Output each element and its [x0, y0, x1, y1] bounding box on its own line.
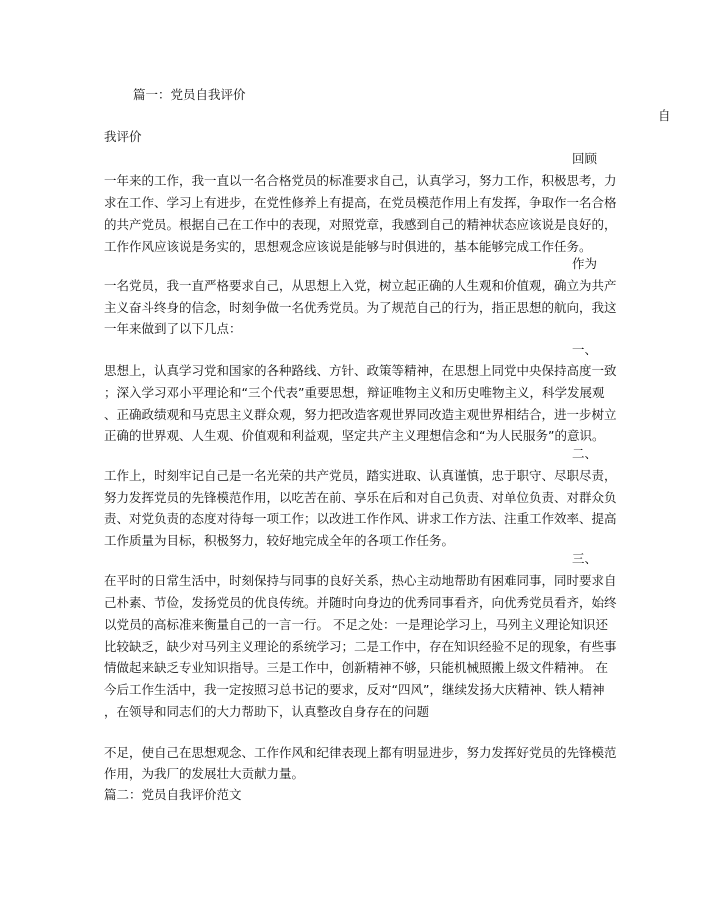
paragraph-line: 不足，使自己在思想观念、工作作风和纪律表现上都有明显进步，努力发挥好党员的先锋模范 — [104, 745, 617, 760]
paragraph-line: 以党员的高标准来衡量自己的一言一行。 不足之处：一是理论学习上，马列主义理论知识还 — [104, 617, 608, 632]
paragraph-line: 责、对党负责的态度对待每一项工作；以改进工作作风、讲求工作方法、注重工作效率、提高 — [104, 511, 617, 526]
paragraph-label: 三、 — [572, 551, 598, 566]
paragraph-label: 回顾 — [572, 151, 598, 166]
paragraph-label: 二、 — [572, 446, 598, 461]
paragraph-line: 一年来做到了以下几点： — [104, 321, 242, 336]
paragraph-line: 作用，为我厂的发展壮大贡献力量。 — [104, 766, 305, 781]
paragraph-line: 、正确政绩观和马克思主义群众观，努力把改造客观世界同改造主观世界相结合，进一步树立 — [104, 407, 617, 422]
paragraph-line: ；深入学习邓小平理论和“三个代表”重要思想，辩证唯物主义和历史唯物主义，科学发展观 — [104, 385, 605, 400]
paragraph-line: 今后工作生活中，我一定按照习总书记的要求，反对“四风”，继续发扬大庆精神、铁人精神 — [104, 682, 605, 697]
paragraph-line: 情做起来缺乏专业知识指导。三是工作中，创新精神不够，只能机械照搬上级文件精神。 在 — [104, 660, 608, 675]
paragraph-line: 工作作风应该说是务实的，思想观念应该说是能够与时俱进的，基本能够完成工作任务。 — [104, 239, 592, 254]
paragraph-line: 求在工作、学习上有进步，在党性修养上有提高，在党员模范作用上有发挥，争取作一名合格 — [104, 195, 617, 210]
section-title-2: 篇二：党员自我评价范文 — [104, 787, 242, 802]
paragraph-line: 正确的世界观、人生观、价值观和利益观，坚定共产主义理想信念和“为人民服务”的意识。 — [104, 428, 605, 443]
paragraph-line: 一年来的工作，我一直以一名合格党员的标准要求自己，认真学习，努力工作，积极思考，力 — [104, 173, 617, 188]
paragraph-line: 主义奋斗终身的信念，时刻争做一名优秀党员。为了规范自己的行为，指正思想的航向，我这 — [104, 300, 617, 315]
title-fragment: 我评价 — [104, 129, 142, 144]
paragraph-line: 在平时的日常生活中，时刻保持与同事的良好关系，热心主动地帮助有困难同事，同时要求自 — [104, 573, 617, 588]
paragraph-line: 思想上，认真学习党和国家的各种路线、方针、政策等精神，在思想上同党中央保持高度一致 — [104, 363, 617, 378]
paragraph-label: 作为 — [572, 256, 598, 271]
paragraph-line: 工作质量为目标，积极努力，较好地完成全年的各项工作任务。 — [104, 533, 455, 548]
section-title-1: 篇一：党员自我评价 — [133, 87, 246, 102]
paragraph-line: 比较缺乏，缺少对马列主义理论的系统学习；二是工作中，存在知识经验不足的现象，有些事 — [104, 639, 617, 654]
paragraph-line: ，在领导和同志们的大力帮助下，认真整改自身存在的问题 — [104, 704, 430, 719]
paragraph-line: 己朴素、节俭，发扬党员的优良传统。并随时向身边的优秀同事看齐，向优秀党员看齐，始终 — [104, 595, 617, 610]
paragraph-line: 的共产党员。根据自己在工作中的表现，对照党章，我感到自己的精神状态应该说是良好的， — [104, 217, 617, 232]
paragraph-line: 工作上，时刻牢记自己是一名光荣的共产党员，踏实进取、认真谨慎，忠于职守、尽职尽责， — [104, 468, 617, 483]
paragraph-line: 一名党员，我一直严格要求自己，从思想上入党，树立起正确的人生观和价值观，确立为共产 — [104, 278, 617, 293]
paragraph-line: 努力发挥党员的先锋模范作用，以吃苦在前、享乐在后和对自己负责、对单位负责、对群众负 — [104, 490, 617, 505]
paragraph-label: 一、 — [572, 342, 598, 357]
title-fragment: 自 — [658, 108, 671, 123]
